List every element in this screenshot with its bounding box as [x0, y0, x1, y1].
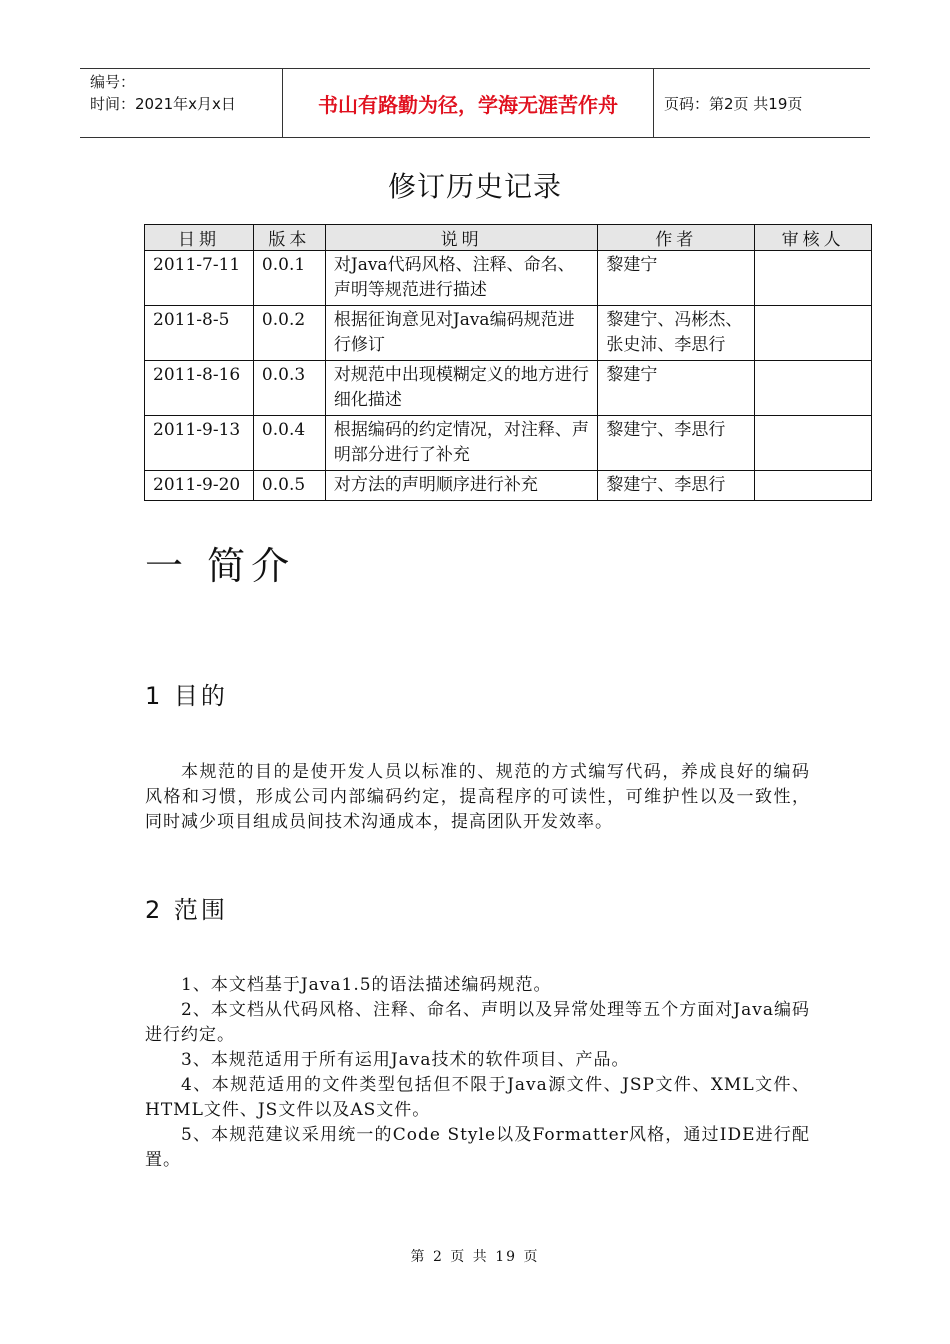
header-page-info: 页码：第2页 共19页 — [664, 94, 803, 113]
table-header-row — [145, 225, 872, 251]
cell-version: 0.0.2 — [253, 306, 325, 361]
cell-date: 2011-9-20 — [145, 471, 254, 501]
cell-desc: 对Java代码风格、注释、命名、声明等规范进行描述 — [325, 251, 598, 306]
section-heading-intro: 一 简介 — [145, 544, 296, 588]
table-row — [145, 306, 872, 361]
cell-version: 0.0.1 — [253, 251, 325, 306]
header-meta — [80, 69, 282, 137]
cell-desc: 根据编码的约定情况，对注释、声明部分进行了补充 — [325, 416, 598, 471]
scope-item: 4、本规范适用的文件类型包括但不限于Java源文件、JSP文件、XML文件、HTML文件、JS文件以及AS文件。 — [145, 1075, 810, 1120]
cell-author: 黎建宁 — [598, 251, 755, 306]
cell-desc: 对方法的声明顺序进行补充 — [325, 471, 598, 501]
cell-author: 黎建宁、李思行 — [598, 471, 755, 501]
cell-desc: 对规范中出现模糊定义的地方进行细化描述 — [325, 361, 598, 416]
purpose-paragraph — [145, 760, 810, 835]
number-label: 编号： — [90, 73, 136, 91]
cell-version: 0.0.4 — [253, 416, 325, 471]
cell-reviewer — [755, 306, 872, 361]
column-header-author: 作者 — [598, 225, 755, 251]
time-label: 时间：2021年x月x日 — [90, 95, 236, 113]
header-motto: 书山有路勤为径，学海无涯苦作舟 — [282, 69, 654, 137]
revision-table — [144, 224, 872, 501]
cell-reviewer — [755, 251, 872, 306]
column-header-date: 日期 — [145, 225, 254, 251]
cell-reviewer — [755, 471, 872, 501]
page-footer: 第 2 页 共 19 页 — [410, 1249, 540, 1265]
cell-desc: 根据征询意见对Java编码规范进行修订 — [325, 306, 598, 361]
table-row — [145, 416, 872, 471]
column-header-desc: 说明 — [325, 225, 598, 251]
column-header-reviewer: 审核人 — [755, 225, 872, 251]
cell-date: 2011-8-5 — [145, 306, 254, 361]
cell-date: 2011-9-13 — [145, 416, 254, 471]
column-header-version: 版本 — [253, 225, 325, 251]
cell-version: 0.0.3 — [253, 361, 325, 416]
subheading-purpose: 1 目的 — [145, 682, 228, 710]
purpose-text: 本规范的目的是使开发人员以标准的、规范的方式编写代码，养成良好的编码风格和习惯，形成公司内部编码约定，提高程序的可读性，可维护性以及一致性，同时减少项目组成员间技术沟通成本，提高团队开发效率。 — [145, 762, 810, 832]
cell-author: 黎建宁、李思行 — [598, 416, 755, 471]
cell-reviewer — [755, 361, 872, 416]
revision-title: 修订历史记录 — [387, 170, 562, 203]
cell-version: 0.0.5 — [253, 471, 325, 501]
scope-item: 3、本规范适用于所有运用Java技术的软件项目、产品。 — [181, 1050, 630, 1070]
page-header — [80, 68, 870, 138]
cell-author: 黎建宁、冯彬杰、张史沛、李思行 — [598, 306, 755, 361]
scope-item: 2、本文档从代码风格、注释、命名、声明以及异常处理等五个方面对Java编码进行约定。 — [145, 1000, 810, 1045]
scope-item: 1、本文档基于Java1.5的语法描述编码规范。 — [181, 975, 552, 995]
cell-author: 黎建宁 — [598, 361, 755, 416]
table-row — [145, 251, 872, 306]
table-row — [145, 361, 872, 416]
scope-list — [145, 973, 810, 1173]
cell-reviewer — [755, 416, 872, 471]
cell-date: 2011-7-11 — [145, 251, 254, 306]
table-row — [145, 471, 872, 501]
scope-item: 5、本规范建议采用统一的Code Style以及Formatter风格，通过IDE进行配置。 — [145, 1125, 810, 1170]
subheading-scope: 2 范围 — [145, 896, 228, 924]
cell-date: 2011-8-16 — [145, 361, 254, 416]
